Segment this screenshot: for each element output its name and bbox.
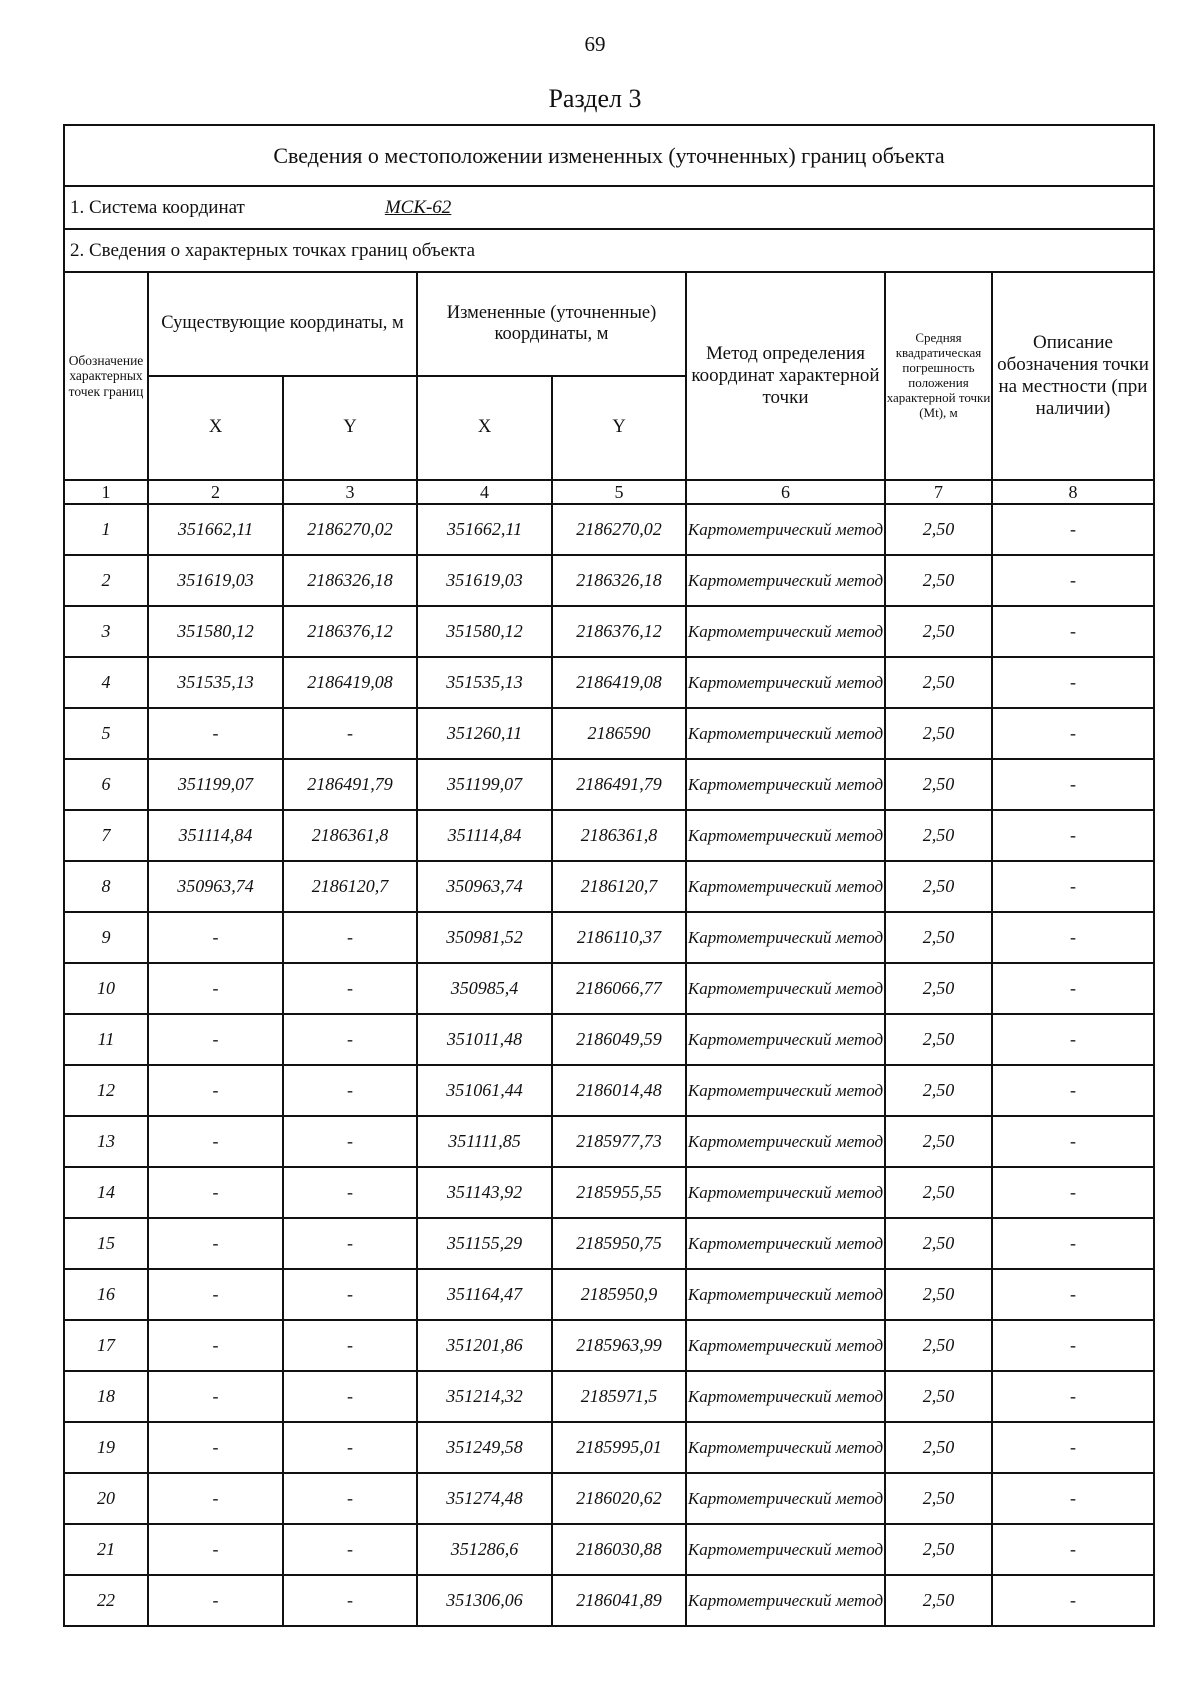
cell-existing-x: -	[148, 1524, 283, 1575]
cell-description: -	[992, 1014, 1154, 1065]
coordinate-system-value: МСК-62	[384, 196, 452, 218]
coordinate-system-label: 1. Система координат	[70, 196, 245, 218]
cell-changed-x: 351214,32	[417, 1371, 552, 1422]
cell-existing-x: -	[148, 1167, 283, 1218]
cell-existing-x: 351619,03	[148, 555, 283, 606]
cell-changed-x: 350985,4	[417, 963, 552, 1014]
cell-changed-y: 2186041,89	[552, 1575, 686, 1626]
cell-changed-x: 351011,48	[417, 1014, 552, 1065]
cell-point-number: 5	[64, 708, 148, 759]
cell-method: Картометрический метод	[686, 1320, 885, 1371]
cell-changed-y: 2185950,9	[552, 1269, 686, 1320]
cell-point-number: 7	[64, 810, 148, 861]
cell-method: Картометрический метод	[686, 1371, 885, 1422]
cell-rms-error: 2,50	[885, 708, 992, 759]
cell-changed-y: 2186326,18	[552, 555, 686, 606]
cell-existing-y: -	[283, 963, 417, 1014]
cell-description: -	[992, 963, 1154, 1014]
column-number: 2	[148, 480, 283, 504]
cell-rms-error: 2,50	[885, 1320, 992, 1371]
cell-changed-x: 351164,47	[417, 1269, 552, 1320]
table-row	[64, 657, 1154, 708]
cell-changed-x: 350981,52	[417, 912, 552, 963]
cell-existing-y: 2186361,8	[283, 810, 417, 861]
cell-changed-y: 2185971,5	[552, 1371, 686, 1422]
cell-changed-y: 2186376,12	[552, 606, 686, 657]
cell-rms-error: 2,50	[885, 504, 992, 555]
column-number: 4	[417, 480, 552, 504]
cell-point-number: 11	[64, 1014, 148, 1065]
cell-description: -	[992, 555, 1154, 606]
cell-changed-x: 351286,6	[417, 1524, 552, 1575]
cell-description: -	[992, 504, 1154, 555]
column-numbers-row	[64, 480, 1154, 504]
table-title: Сведения о местоположении измененных (уточненных) границ объекта	[64, 125, 1154, 186]
cell-rms-error: 2,50	[885, 1269, 992, 1320]
cell-rms-error: 2,50	[885, 810, 992, 861]
cell-existing-x: -	[148, 963, 283, 1014]
cell-rms-error: 2,50	[885, 963, 992, 1014]
table-row	[64, 912, 1154, 963]
cell-changed-y: 2185955,55	[552, 1167, 686, 1218]
cell-method: Картометрический метод	[686, 1167, 885, 1218]
cell-changed-x: 351306,06	[417, 1575, 552, 1626]
cell-rms-error: 2,50	[885, 1524, 992, 1575]
cell-method: Картометрический метод	[686, 606, 885, 657]
cell-existing-x: -	[148, 1014, 283, 1065]
cell-rms-error: 2,50	[885, 1167, 992, 1218]
cell-point-number: 4	[64, 657, 148, 708]
cell-point-number: 3	[64, 606, 148, 657]
cell-method: Картометрический метод	[686, 1524, 885, 1575]
cell-existing-x: 351199,07	[148, 759, 283, 810]
cell-existing-y: -	[283, 1014, 417, 1065]
cell-description: -	[992, 1371, 1154, 1422]
header-changed-coordinates: Измененные (уточненные) координаты, м	[417, 272, 686, 376]
cell-description: -	[992, 1473, 1154, 1524]
cell-existing-y: -	[283, 912, 417, 963]
cell-existing-y: -	[283, 1422, 417, 1473]
cell-rms-error: 2,50	[885, 1116, 992, 1167]
cell-changed-y: 2186361,8	[552, 810, 686, 861]
table-row	[64, 810, 1154, 861]
column-number: 6	[686, 480, 885, 504]
header-rms-error: Средняя квадратическая погрешность положения характерной точки (Mt), м	[885, 272, 992, 480]
table-row	[64, 1320, 1154, 1371]
cell-rms-error: 2,50	[885, 1473, 992, 1524]
header-changed-y: Y	[552, 376, 686, 480]
cell-existing-y: 2186491,79	[283, 759, 417, 810]
cell-existing-x: 351662,11	[148, 504, 283, 555]
cell-point-number: 10	[64, 963, 148, 1014]
cell-point-number: 2	[64, 555, 148, 606]
cell-existing-x: -	[148, 708, 283, 759]
cell-existing-y: 2186120,7	[283, 861, 417, 912]
table-row	[64, 708, 1154, 759]
page-number: 69	[584, 32, 606, 56]
cell-existing-y: -	[283, 1218, 417, 1269]
table-row	[64, 1167, 1154, 1218]
cell-point-number: 22	[64, 1575, 148, 1626]
cell-rms-error: 2,50	[885, 1014, 992, 1065]
cell-existing-x: -	[148, 1320, 283, 1371]
cell-rms-error: 2,50	[885, 1422, 992, 1473]
table-row	[64, 1116, 1154, 1167]
cell-changed-x: 351201,86	[417, 1320, 552, 1371]
cell-rms-error: 2,50	[885, 657, 992, 708]
cell-existing-x: -	[148, 1422, 283, 1473]
cell-point-number: 17	[64, 1320, 148, 1371]
cell-method: Картометрический метод	[686, 504, 885, 555]
cell-method: Картометрический метод	[686, 1422, 885, 1473]
cell-changed-x: 351274,48	[417, 1473, 552, 1524]
cell-point-number: 1	[64, 504, 148, 555]
cell-existing-x: -	[148, 1116, 283, 1167]
cell-changed-x: 351619,03	[417, 555, 552, 606]
cell-description: -	[992, 1218, 1154, 1269]
cell-point-number: 18	[64, 1371, 148, 1422]
cell-existing-x: -	[148, 1065, 283, 1116]
header-existing-y: Y	[283, 376, 417, 480]
table-row	[64, 1473, 1154, 1524]
table-row	[64, 1218, 1154, 1269]
cell-description: -	[992, 1269, 1154, 1320]
cell-changed-y: 2186030,88	[552, 1524, 686, 1575]
cell-description: -	[992, 1524, 1154, 1575]
cell-existing-x: -	[148, 912, 283, 963]
cell-point-number: 19	[64, 1422, 148, 1473]
cell-point-number: 15	[64, 1218, 148, 1269]
cell-changed-y: 2185995,01	[552, 1422, 686, 1473]
cell-description: -	[992, 1320, 1154, 1371]
cell-existing-y: -	[283, 1575, 417, 1626]
cell-existing-x: 351535,13	[148, 657, 283, 708]
cell-description: -	[992, 1116, 1154, 1167]
cell-changed-y: 2186066,77	[552, 963, 686, 1014]
cell-existing-x: -	[148, 1575, 283, 1626]
cell-rms-error: 2,50	[885, 555, 992, 606]
cell-method: Картометрический метод	[686, 1065, 885, 1116]
cell-description: -	[992, 606, 1154, 657]
boundary-points-table	[63, 124, 1155, 1627]
points-heading: 2. Сведения о характерных точках границ объекта	[64, 229, 1154, 272]
cell-method: Картометрический метод	[686, 657, 885, 708]
table-row	[64, 504, 1154, 555]
cell-existing-y: 2186376,12	[283, 606, 417, 657]
cell-description: -	[992, 657, 1154, 708]
cell-changed-y: 2186491,79	[552, 759, 686, 810]
cell-changed-y: 2186110,37	[552, 912, 686, 963]
cell-existing-x: -	[148, 1218, 283, 1269]
cell-description: -	[992, 1065, 1154, 1116]
table-row	[64, 963, 1154, 1014]
table-row	[64, 1422, 1154, 1473]
cell-existing-y: -	[283, 1371, 417, 1422]
cell-description: -	[992, 1575, 1154, 1626]
cell-existing-y: -	[283, 1473, 417, 1524]
cell-changed-y: 2186120,7	[552, 861, 686, 912]
cell-changed-x: 351114,84	[417, 810, 552, 861]
cell-changed-y: 2186419,08	[552, 657, 686, 708]
cell-existing-x: -	[148, 1473, 283, 1524]
cell-existing-y: -	[283, 1167, 417, 1218]
cell-changed-x: 351662,11	[417, 504, 552, 555]
table-row	[64, 1524, 1154, 1575]
cell-changed-y: 2186270,02	[552, 504, 686, 555]
cell-point-number: 14	[64, 1167, 148, 1218]
cell-changed-x: 351535,13	[417, 657, 552, 708]
cell-existing-y: -	[283, 1320, 417, 1371]
cell-existing-y: -	[283, 1065, 417, 1116]
cell-point-number: 9	[64, 912, 148, 963]
table-row	[64, 1014, 1154, 1065]
cell-method: Картометрический метод	[686, 963, 885, 1014]
cell-changed-x: 351155,29	[417, 1218, 552, 1269]
cell-description: -	[992, 1167, 1154, 1218]
cell-point-number: 13	[64, 1116, 148, 1167]
cell-rms-error: 2,50	[885, 912, 992, 963]
cell-description: -	[992, 861, 1154, 912]
cell-existing-y: -	[283, 1269, 417, 1320]
table-row	[64, 1371, 1154, 1422]
cell-changed-x: 351249,58	[417, 1422, 552, 1473]
cell-method: Картометрический метод	[686, 861, 885, 912]
cell-rms-error: 2,50	[885, 861, 992, 912]
table-row	[64, 555, 1154, 606]
cell-changed-x: 351143,92	[417, 1167, 552, 1218]
cell-point-number: 8	[64, 861, 148, 912]
cell-changed-y: 2185963,99	[552, 1320, 686, 1371]
cell-method: Картометрический метод	[686, 1218, 885, 1269]
cell-changed-x: 350963,74	[417, 861, 552, 912]
header-existing-x: X	[148, 376, 283, 480]
header-description: Описание обозначения точки на местности (при наличии)	[992, 272, 1154, 480]
column-number: 1	[64, 480, 148, 504]
cell-changed-y: 2186590	[552, 708, 686, 759]
cell-existing-y: -	[283, 708, 417, 759]
cell-changed-y: 2185977,73	[552, 1116, 686, 1167]
cell-changed-y: 2186020,62	[552, 1473, 686, 1524]
cell-point-number: 16	[64, 1269, 148, 1320]
cell-existing-x: -	[148, 1269, 283, 1320]
cell-method: Картометрический метод	[686, 810, 885, 861]
cell-point-number: 12	[64, 1065, 148, 1116]
cell-method: Картометрический метод	[686, 1269, 885, 1320]
coordinate-system-row	[64, 186, 1154, 229]
table-row	[64, 1269, 1154, 1320]
cell-changed-x: 351199,07	[417, 759, 552, 810]
table-row	[64, 861, 1154, 912]
header-method: Метод определения координат характерной точки	[686, 272, 885, 480]
cell-description: -	[992, 708, 1154, 759]
cell-changed-x: 351111,85	[417, 1116, 552, 1167]
cell-existing-y: -	[283, 1524, 417, 1575]
column-number: 8	[992, 480, 1154, 504]
cell-existing-x: -	[148, 1371, 283, 1422]
cell-method: Картометрический метод	[686, 912, 885, 963]
cell-changed-y: 2186014,48	[552, 1065, 686, 1116]
column-number: 3	[283, 480, 417, 504]
cell-method: Картометрический метод	[686, 708, 885, 759]
header-changed-x: X	[417, 376, 552, 480]
cell-description: -	[992, 810, 1154, 861]
cell-description: -	[992, 912, 1154, 963]
table-row	[64, 606, 1154, 657]
cell-description: -	[992, 759, 1154, 810]
cell-changed-x: 351580,12	[417, 606, 552, 657]
cell-existing-y: 2186270,02	[283, 504, 417, 555]
cell-rms-error: 2,50	[885, 1575, 992, 1626]
cell-method: Картометрический метод	[686, 759, 885, 810]
cell-changed-x: 351260,11	[417, 708, 552, 759]
column-number: 5	[552, 480, 686, 504]
cell-rms-error: 2,50	[885, 1065, 992, 1116]
cell-description: -	[992, 1422, 1154, 1473]
cell-rms-error: 2,50	[885, 606, 992, 657]
table-row	[64, 759, 1154, 810]
header-existing-coordinates: Существующие координаты, м	[148, 272, 417, 376]
cell-method: Картометрический метод	[686, 1473, 885, 1524]
cell-method: Картометрический метод	[686, 1014, 885, 1065]
cell-existing-x: 351114,84	[148, 810, 283, 861]
cell-existing-y: 2186419,08	[283, 657, 417, 708]
cell-existing-x: 350963,74	[148, 861, 283, 912]
cell-method: Картометрический метод	[686, 555, 885, 606]
cell-changed-y: 2185950,75	[552, 1218, 686, 1269]
section-title: Раздел 3	[548, 84, 642, 113]
cell-point-number: 6	[64, 759, 148, 810]
column-number: 7	[885, 480, 992, 504]
cell-existing-y: -	[283, 1116, 417, 1167]
cell-method: Картометрический метод	[686, 1116, 885, 1167]
cell-existing-y: 2186326,18	[283, 555, 417, 606]
table-row	[64, 1575, 1154, 1626]
cell-changed-y: 2186049,59	[552, 1014, 686, 1065]
cell-rms-error: 2,50	[885, 759, 992, 810]
cell-rms-error: 2,50	[885, 1218, 992, 1269]
cell-point-number: 21	[64, 1524, 148, 1575]
cell-method: Картометрический метод	[686, 1575, 885, 1626]
cell-existing-x: 351580,12	[148, 606, 283, 657]
header-point-designation: Обозначение характерных точек границ	[64, 272, 148, 480]
cell-changed-x: 351061,44	[417, 1065, 552, 1116]
cell-rms-error: 2,50	[885, 1371, 992, 1422]
table-row	[64, 1065, 1154, 1116]
cell-point-number: 20	[64, 1473, 148, 1524]
